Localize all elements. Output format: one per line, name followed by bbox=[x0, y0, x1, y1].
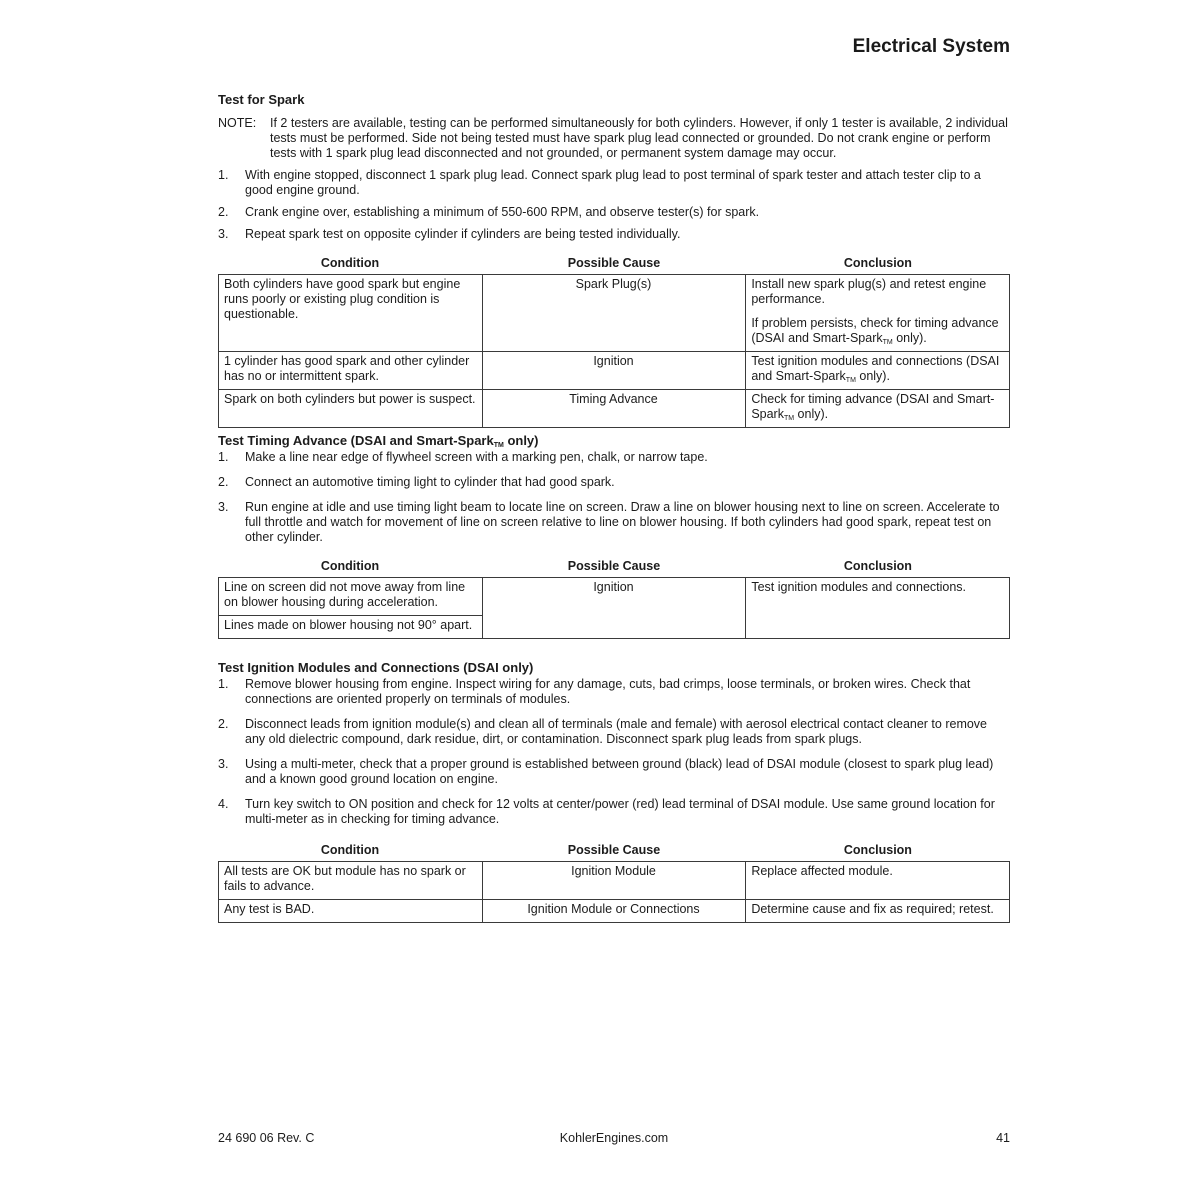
cause-cell: Ignition Module bbox=[482, 862, 746, 900]
list-item bbox=[218, 475, 1010, 490]
list-item bbox=[218, 717, 1010, 747]
section-title-test-for-spark: Test for Spark bbox=[218, 92, 305, 107]
list-text: Repeat spark test on opposite cylinder if cylinders are being tested individually. bbox=[245, 227, 681, 241]
conclusion-paragraph: If problem persists, check for timing advance (DSAI and Smart-Spark$_{TM}$ only). bbox=[751, 316, 999, 346]
page-footer bbox=[218, 1131, 1010, 1146]
list-text: Turn key switch to ON position and check for 12 volts at center/power (red) lead terminal of DSAI module. Use same ground location for multi-meter as in checking for timing advance. bbox=[245, 797, 995, 826]
list-number: 3. bbox=[218, 757, 229, 771]
list-text: Make a line near edge of flywheel screen with a marking pen, chalk, or narrow tape. bbox=[245, 450, 708, 464]
column-header-possible-cause: Possible Cause bbox=[567, 559, 661, 573]
condition-cell: All tests are OK but module has no spark or fails to advance. bbox=[219, 862, 483, 900]
list-item bbox=[218, 450, 1010, 465]
list-number: 2. bbox=[218, 205, 229, 219]
footer-website: KohlerEngines.com bbox=[559, 1131, 669, 1145]
conclusion-cell: Check for timing advance (DSAI and Smart-Spark$_{TM}$ only). bbox=[746, 390, 1010, 428]
list-text: Connect an automotive timing light to cylinder that had good spark. bbox=[245, 475, 615, 489]
spark-test-table bbox=[218, 274, 1010, 428]
conclusion-cell: Test ignition modules and connections (DSAI and Smart-Spark$_{TM}$ only). bbox=[746, 352, 1010, 390]
condition-cell: 1 cylinder has good spark and other cylinder has no or intermittent spark. bbox=[219, 352, 483, 390]
condition-cell: Line on screen did not move away from line on blower housing during acceleration. bbox=[219, 578, 483, 616]
cause-cell: Spark Plug(s) bbox=[482, 275, 746, 352]
section-title-test-timing-advance: Test Timing Advance (DSAI and Smart-Spark$_{TM}$ only) bbox=[218, 433, 539, 449]
list-number: 2. bbox=[218, 717, 229, 731]
section-title-test-ignition-modules: Test Ignition Modules and Connections (DSAI only) bbox=[218, 660, 534, 675]
list-text: Run engine at idle and use timing light beam to locate line on screen. Draw a line on blower housing next to line on screen. Accelerate to full throttle and watch for movement of line on screen relative to line on blower housing. If both cylinders had good spark, repeat test on other cylinder. bbox=[245, 500, 1000, 544]
spark-table-column-headers bbox=[218, 256, 1010, 271]
table-row bbox=[219, 390, 1010, 428]
list-item bbox=[218, 757, 1010, 787]
cause-cell: Ignition bbox=[482, 352, 746, 390]
list-item bbox=[218, 168, 1010, 198]
cause-cell: Timing Advance bbox=[482, 390, 746, 428]
cause-cell: Ignition bbox=[482, 578, 746, 639]
column-header-conclusion: Conclusion bbox=[843, 559, 912, 573]
column-header-conclusion: Conclusion bbox=[843, 256, 912, 270]
note-label: NOTE: bbox=[218, 116, 257, 130]
column-header-condition: Condition bbox=[320, 256, 380, 270]
page-title: Electrical System bbox=[852, 36, 1010, 57]
cause-cell: Ignition Module or Connections bbox=[482, 900, 746, 923]
ignition-module-table bbox=[218, 861, 1010, 923]
conclusion-cell: Test ignition modules and connections. bbox=[746, 578, 1010, 639]
list-number: 1. bbox=[218, 450, 229, 464]
condition-cell: Spark on both cylinders but power is suspect. bbox=[219, 390, 483, 428]
list-item bbox=[218, 227, 1010, 242]
column-header-condition: Condition bbox=[320, 843, 380, 857]
list-text: Disconnect leads from ignition module(s) and clean all of terminals (male and female) with aerosol electrical contact cleaner to remove any old dielectric compound, dark residue, dirt, or contamination. Disconnect spark plug leads from spark plugs. bbox=[245, 717, 988, 746]
note-text: If 2 testers are available, testing can be performed simultaneously for both cylinders. However, if only 1 tester is available, 2 individual tests must be performed. Side not being tested must have spark plug lead connected or grounded. Do not crank engine or perform tests with 1 spark plug lead disconnected and not grounded, or permanent system damage may occur. bbox=[270, 116, 1008, 160]
condition-cell: Lines made on blower housing not 90° apart. bbox=[219, 616, 483, 639]
conclusion-cell bbox=[746, 275, 1010, 352]
conclusion-paragraph: Install new spark plug(s) and retest engine performance. bbox=[751, 277, 987, 306]
timing-table-column-headers bbox=[218, 559, 1010, 574]
condition-cell: Any test is BAD. bbox=[219, 900, 483, 923]
column-header-condition: Condition bbox=[320, 559, 380, 573]
list-number: 3. bbox=[218, 227, 229, 241]
list-number: 4. bbox=[218, 797, 229, 811]
footer-page-number: 41 bbox=[996, 1131, 1010, 1145]
table-row bbox=[219, 352, 1010, 390]
conclusion-cell: Determine cause and fix as required; retest. bbox=[746, 900, 1010, 923]
list-item bbox=[218, 205, 1010, 220]
table-row bbox=[219, 862, 1010, 900]
list-item bbox=[218, 677, 1010, 707]
note-paragraph bbox=[218, 116, 1010, 161]
list-number: 3. bbox=[218, 500, 229, 514]
footer-part-number: 24 690 06 Rev. C bbox=[218, 1131, 315, 1145]
page-content bbox=[218, 0, 1010, 923]
list-item bbox=[218, 500, 1010, 545]
table-row bbox=[219, 275, 1010, 352]
list-text: Crank engine over, establishing a minimum of 550-600 RPM, and observe tester(s) for spark. bbox=[245, 205, 760, 219]
list-number: 1. bbox=[218, 677, 229, 691]
column-header-possible-cause: Possible Cause bbox=[567, 256, 661, 270]
condition-cell: Both cylinders have good spark but engine runs poorly or existing plug condition is questionable. bbox=[219, 275, 483, 352]
conclusion-cell: Replace affected module. bbox=[746, 862, 1010, 900]
column-header-possible-cause: Possible Cause bbox=[567, 843, 661, 857]
column-header-conclusion: Conclusion bbox=[843, 843, 912, 857]
list-text: Using a multi-meter, check that a proper ground is established between ground (black) lead of DSAI module (closest to spark plug lead) and a known good ground location on engine. bbox=[245, 757, 994, 786]
list-text: With engine stopped, disconnect 1 spark plug lead. Connect spark plug lead to post terminal of spark tester and attach tester clip to a good engine ground. bbox=[245, 168, 981, 197]
list-number: 1. bbox=[218, 168, 229, 182]
table-row bbox=[219, 900, 1010, 923]
table-row bbox=[219, 578, 1010, 616]
list-text: Remove blower housing from engine. Inspect wiring for any damage, cuts, bad crimps, loose terminals, or broken wires. Check that connections are oriented properly on terminals of modules. bbox=[245, 677, 971, 706]
module-table-column-headers bbox=[218, 843, 1010, 858]
list-number: 2. bbox=[218, 475, 229, 489]
list-item bbox=[218, 797, 1010, 827]
timing-advance-table bbox=[218, 577, 1010, 639]
